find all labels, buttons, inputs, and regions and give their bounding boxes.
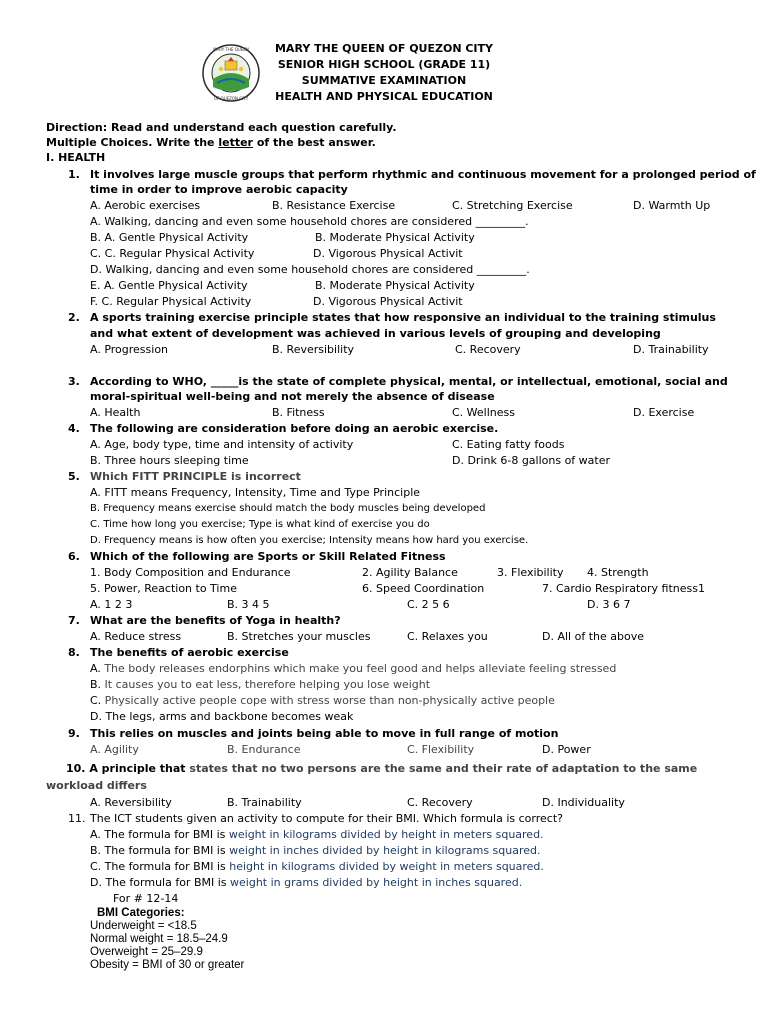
bmi-category: Underweight = <18.5 <box>90 920 197 932</box>
question-number: 3. <box>68 375 80 388</box>
exam-type: SUMMATIVE EXAMINATION <box>301 74 467 87</box>
question-number: 8. <box>68 646 80 659</box>
choice: A. Agility <box>90 743 139 756</box>
choice: D. Power <box>542 743 591 756</box>
bmi-category: Obesity = BMI of 30 or greater <box>90 959 245 971</box>
question-text: It involves large muscle groups that perform rhythmic and continuous movement for a prolonged period of <box>90 168 756 181</box>
question-text: According to WHO, _____is the state of complete physical, mental, or intellectual, emotional, social and <box>90 375 728 388</box>
school-level: SENIOR HIGH SCHOOL (GRADE 11) <box>277 58 491 71</box>
choice: D. Warmth Up <box>633 199 711 212</box>
question-number: 11. <box>68 812 86 825</box>
choice: C. Stretching Exercise <box>452 199 573 212</box>
choice: A. Age, body type, time and intensity of activity <box>90 438 354 451</box>
choice: A. The body releases endorphins which make you feel good and helps alleviate feeling stressed <box>90 662 617 675</box>
question-number: 2. <box>68 311 80 324</box>
choice: D. 3 6 7 <box>587 598 631 611</box>
choice: D. Drink 6-8 gallons of water <box>452 454 611 467</box>
choice: B. The formula for BMI is weight in inches divided by height in kilograms squared. <box>90 844 541 857</box>
choice: C. Time how long you exercise; Type is what kind of exercise you do <box>90 519 430 530</box>
exam-header <box>272 41 496 105</box>
choice: D. The formula for BMI is weight in grams divided by height in inches squared. <box>90 876 523 889</box>
question-number: 7. <box>68 614 80 627</box>
choice: D. Individuality <box>542 796 625 809</box>
svg-text:OF QUEZON CITY: OF QUEZON CITY <box>213 96 249 101</box>
choice: A. Progression <box>90 343 169 356</box>
question-text: A sports training exercise principle states that how responsive an individual to the training stimulus <box>90 311 716 324</box>
choice: C. Flexibility <box>407 743 475 756</box>
choice: D. The legs, arms and backbone becomes weak <box>90 710 354 723</box>
list-item: D. Walking, dancing and even some household chores are considered _________. <box>90 263 530 276</box>
choice: D. Frequency means is how often you exercise; Intensity means how hard you exercise. <box>90 535 529 546</box>
choice: C. Recovery <box>407 796 473 809</box>
choice: B. It causes you to eat less, therefore helping you lose weight <box>90 678 431 691</box>
school-name: MARY THE QUEEN OF QUEZON CITY <box>274 42 493 55</box>
list-item: A. Walking, dancing and even some household chores are considered _________. <box>90 215 529 228</box>
question-text: 10. A principle that states that no two persons are the same and their rate of adaptation to the same <box>66 762 698 775</box>
question-number: 9. <box>68 727 80 740</box>
option-item: 2. Agility Balance <box>362 566 458 579</box>
question-number: 4. <box>68 422 80 435</box>
choice: A. Reduce stress <box>90 630 182 643</box>
choice: B. Trainability <box>227 796 302 809</box>
choice: A. FITT means Frequency, Intensity, Time and Type Principle <box>90 486 421 499</box>
question-text: time in order to improve aerobic capacity <box>90 183 348 196</box>
option-item: 4. Strength <box>587 566 649 579</box>
option-item: 7. Cardio Respiratory fitness1 <box>542 582 705 595</box>
choice: B. Frequency means exercise should match the body muscles being developed <box>90 503 486 514</box>
choice: A. Aerobic exercises <box>90 199 201 212</box>
question-text: What are the benefits of Yoga in health? <box>90 614 341 627</box>
list-item: F. C. Regular Physical Activity <box>90 295 252 308</box>
question-number: 10. <box>66 762 86 775</box>
directions-line: Direction: Read and understand each question carefully. <box>46 121 397 134</box>
choice: D. All of the above <box>542 630 644 643</box>
option-item: 1. Body Composition and Endurance <box>90 566 291 579</box>
option-item: 5. Power, Reaction to Time <box>90 582 237 595</box>
question-number: 6. <box>68 550 80 563</box>
bmi-category: Overweight = 25–29.9 <box>90 946 203 958</box>
subject-title: HEALTH AND PHYSICAL EDUCATION <box>275 90 493 103</box>
choice: A. Reversibility <box>90 796 172 809</box>
option-item: 6. Speed Coordination <box>362 582 485 595</box>
choice: B. Three hours sleeping time <box>90 454 249 467</box>
question-text: This relies on muscles and joints being able to move in full range of motion <box>90 727 559 740</box>
question-text: workload differs <box>46 779 147 792</box>
svg-text:MARY THE QUEEN: MARY THE QUEEN <box>213 47 249 52</box>
choice: B. Endurance <box>227 743 301 756</box>
list-item: E. A. Gentle Physical Activity <box>90 279 248 292</box>
question-text: moral-spiritual well-being and not merely the absence of disease <box>90 390 495 403</box>
choice: C. The formula for BMI is height in kilograms divided by weight in meters squared. <box>90 860 544 873</box>
choice: B. Resistance Exercise <box>272 199 396 212</box>
option-item: 3. Flexibility <box>497 566 564 579</box>
bmi-title: BMI Categories: <box>97 907 185 919</box>
question-text: Which of the following are Sports or Skill Related Fitness <box>90 550 446 563</box>
choice: B. 3 4 5 <box>227 598 270 611</box>
list-item: C. C. Regular Physical Activity <box>90 247 255 260</box>
list-item: D. Vigorous Physical Activit <box>313 247 463 260</box>
question-number: 1. <box>68 168 80 181</box>
choice: C. Recovery <box>455 343 521 356</box>
instructions-line: Multiple Choices. Write the letter of the best answer. <box>46 136 376 149</box>
choice: A. Health <box>90 406 141 419</box>
choice: B. Reversibility <box>272 343 355 356</box>
list-item: D. Vigorous Physical Activit <box>313 295 463 308</box>
school-seal-logo <box>197 43 265 103</box>
choice: D. Trainability <box>633 343 709 356</box>
bmi-category: Normal weight = 18.5–24.9 <box>90 933 228 945</box>
choice: A. 1 2 3 <box>90 598 133 611</box>
question-text: The benefits of aerobic exercise <box>90 646 289 659</box>
question-text: Which FITT PRINCIPLE is incorrect <box>90 470 301 483</box>
question-text: The ICT students given an activity to compute for their BMI. Which formula is correct? <box>90 812 563 825</box>
choice: D. Exercise <box>633 406 695 419</box>
question-number: 5. <box>68 470 80 483</box>
choice: C. Wellness <box>452 406 515 419</box>
choice: B. Fitness <box>272 406 325 419</box>
list-item: B. Moderate Physical Activity <box>315 279 475 292</box>
section-heading: I. HEALTH <box>46 151 106 164</box>
question-text: and what extent of development was achieved in various levels of grouping and developing <box>90 327 661 340</box>
list-item: B. Moderate Physical Activity <box>315 231 475 244</box>
choice: C. Relaxes you <box>407 630 488 643</box>
choice: A. The formula for BMI is weight in kilograms divided by height in meters squared. <box>90 828 544 841</box>
list-item: B. A. Gentle Physical Activity <box>90 231 249 244</box>
bmi-reference-note: For # 12-14 <box>113 892 179 905</box>
choice: C. Physically active people cope with stress worse than non-physically active people <box>90 694 555 707</box>
choice: B. Stretches your muscles <box>227 630 371 643</box>
question-text: The following are consideration before doing an aerobic exercise. <box>90 422 499 435</box>
choice: C. 2 5 6 <box>407 598 450 611</box>
choice: C. Eating fatty foods <box>452 438 565 451</box>
